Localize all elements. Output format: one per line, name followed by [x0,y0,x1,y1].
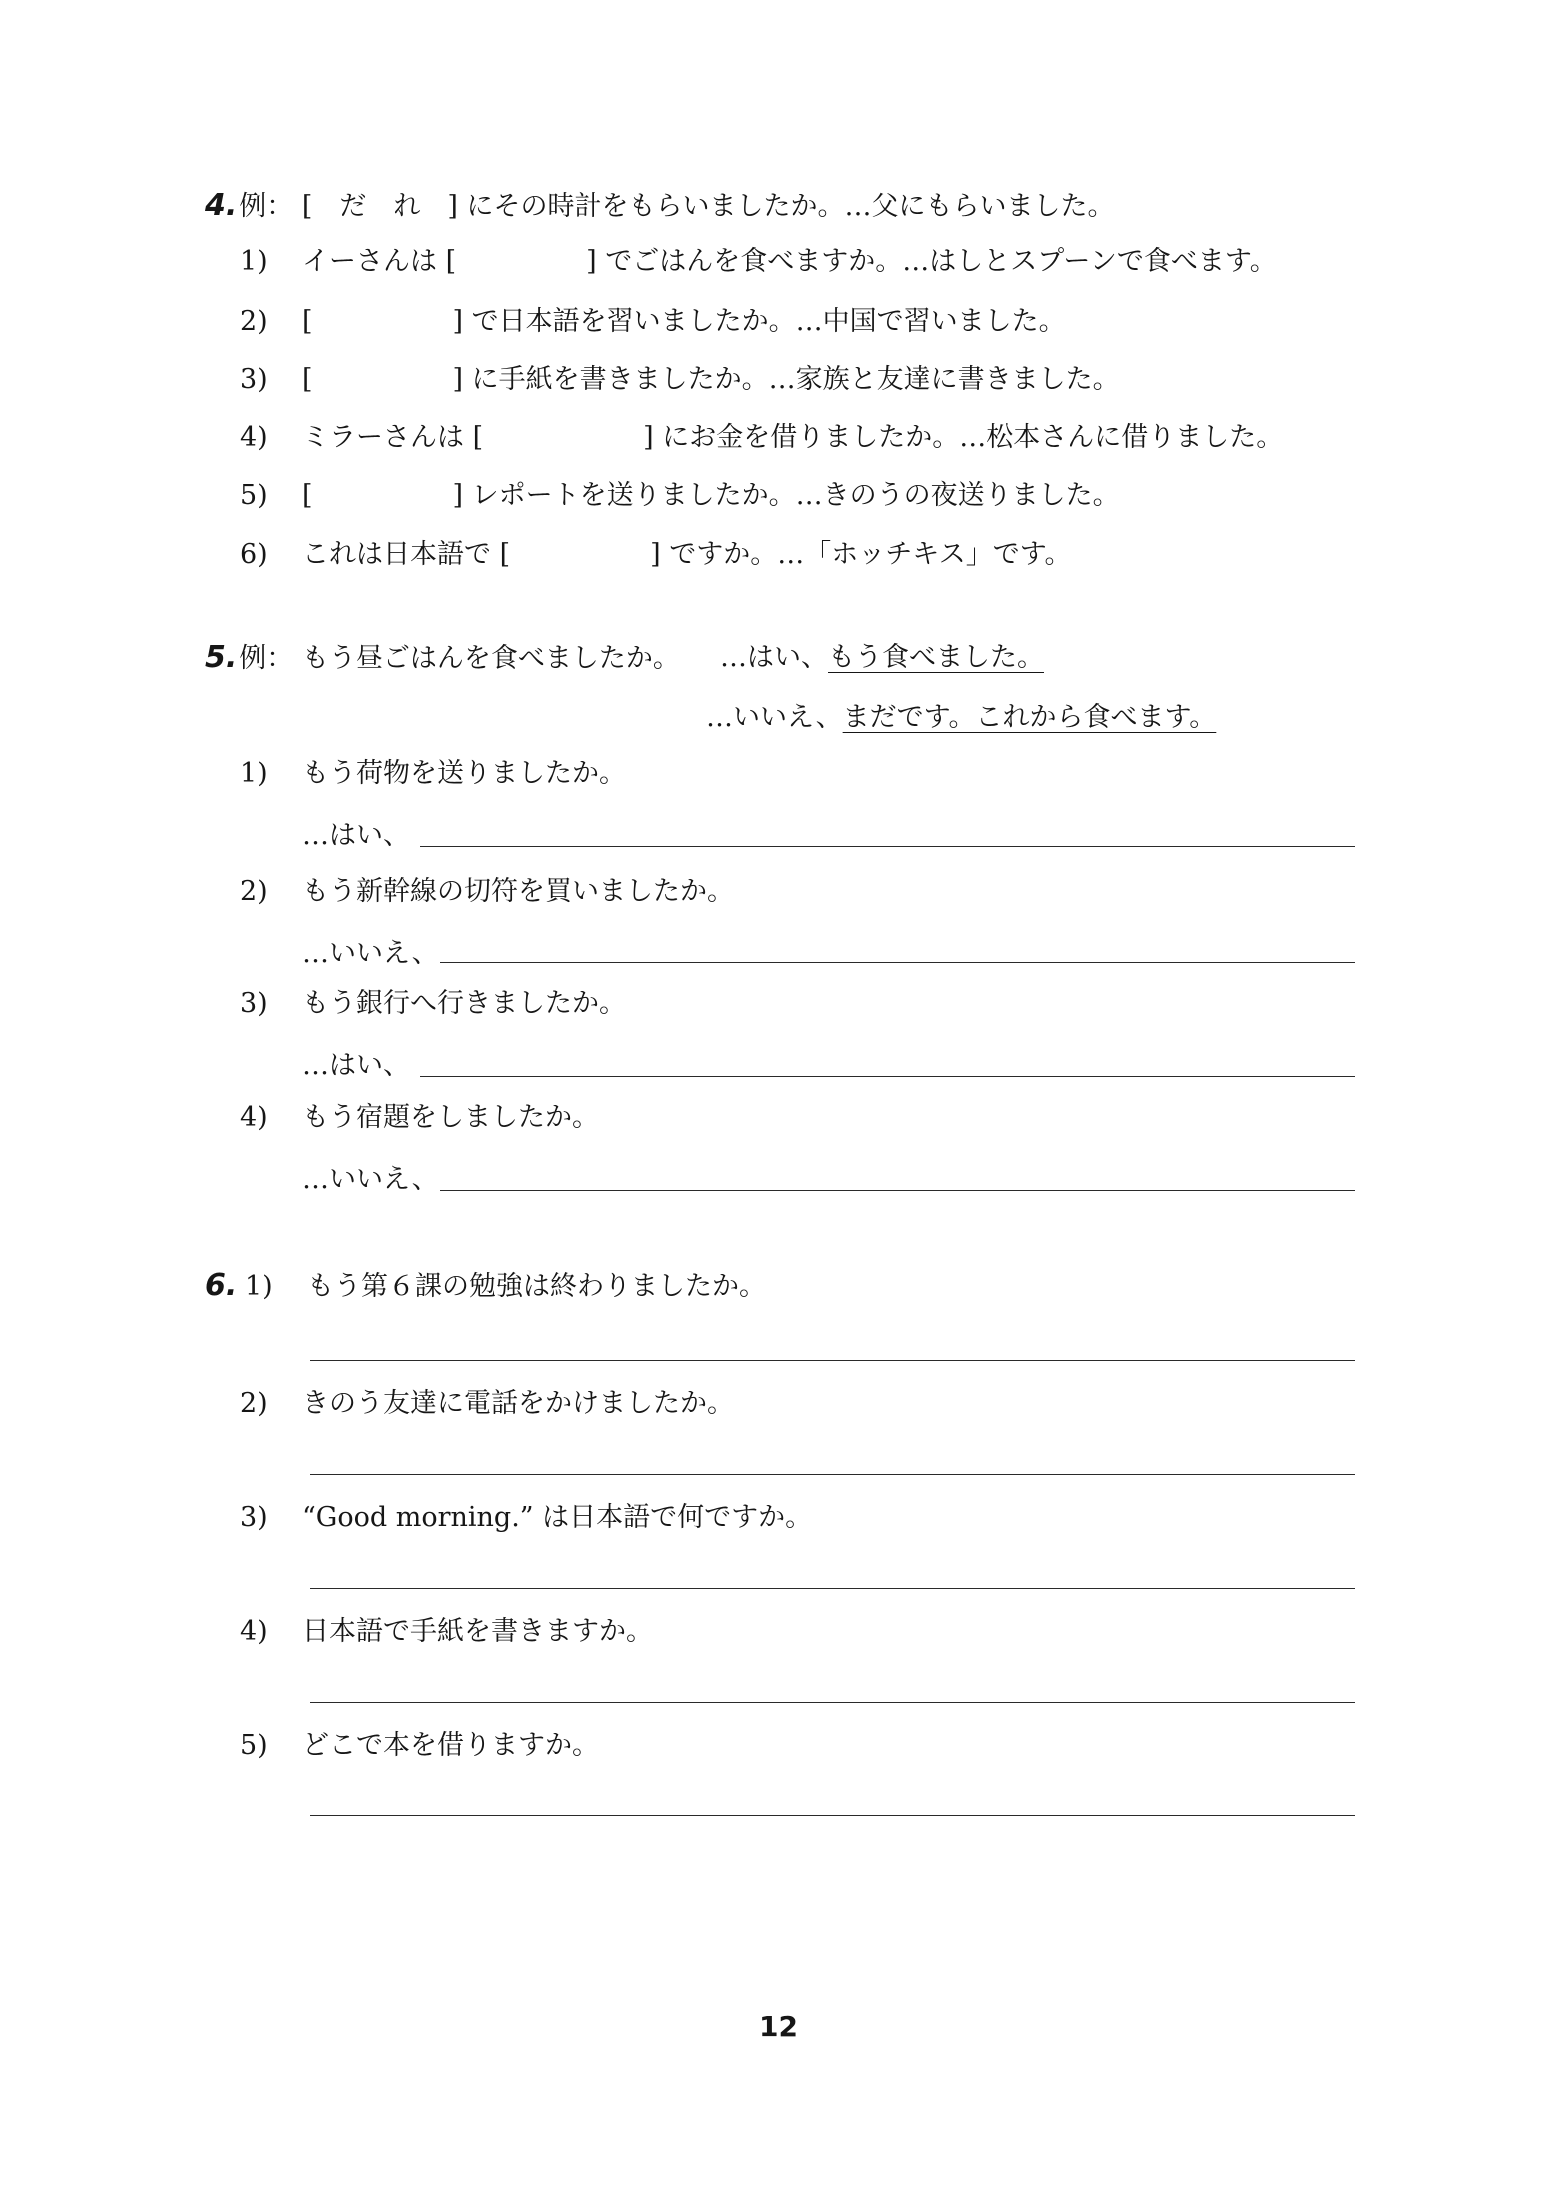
answer-line[interactable] [310,1360,1355,1361]
section5-example-yes: …はい、もう食べました。 [720,642,1044,673]
section5-example-no: …いいえ、まだです。これから食べます。 [706,702,1217,733]
section4-example-text: にその時計をもらいましたか。…父にもらいました。 [466,191,1115,222]
section5-example-yes-answer: もう食べました。 [828,642,1044,673]
page-number: 12 [759,2010,798,2043]
answer-line[interactable] [310,1815,1355,1816]
answer-line[interactable] [310,1588,1355,1589]
section5-example-no-answer: まだです。これから食べます。 [842,702,1217,733]
section4-number: 4. [205,188,238,223]
section5-example-label: 例： [239,643,294,674]
section5-item-3-prefix: …はい、 [302,1050,410,1081]
section4-item-5: 5) [ ] レポートを送りましたか。…きのうの夜送りました。 [240,480,1120,511]
section4-item-4: 4) ミラーさんは [ ] にお金を借りましたか。…松本さんに借りました。 [240,422,1284,453]
section6-item-1: 6. 1) もう第６課の勉強は終わりましたか。 [205,1268,766,1303]
section5-item-2-prefix: …いいえ、 [302,938,439,969]
answer-line[interactable] [420,846,1355,847]
section5-item-2: 2) もう新幹線の切符を買いましたか。 [240,876,734,907]
answer-line[interactable] [440,1190,1355,1191]
answer-line[interactable] [310,1474,1355,1475]
section6-item-2: 2) きのう友達に電話をかけましたか。 [240,1388,734,1419]
section5-item-1-prefix: …はい、 [302,820,410,851]
section4-item-2: 2) [ ] で日本語を習いましたか。…中国で習いました。 [240,306,1066,337]
answer-line[interactable] [310,1702,1355,1703]
section5-item-1: 1) もう荷物を送りましたか。 [240,758,626,789]
answer-line[interactable] [440,962,1355,963]
section5-item-4-prefix: …いいえ、 [302,1164,439,1195]
section4-item-1: 1) イーさんは [ ] でごはんを食べますか。…はしとスプーンで食べます。 [240,246,1277,277]
section4-example [205,188,1115,225]
section5-example [205,640,680,677]
section4-item-6: 6) これは日本語で [ ] ですか。…「ホッチキス」です。 [240,539,1072,570]
section6-item-5: 5) どこで本を借りますか。 [240,1730,599,1761]
section6-item-4: 4) 日本語で手紙を書きますか。 [240,1616,653,1647]
section5-example-question: もう昼ごはんを食べましたか。 [301,643,680,674]
section4-example-blank: [ だ れ ] [301,191,458,222]
section6-item-3: 3) “Good morning.” は日本語で何ですか。 [240,1502,813,1533]
section5-number: 5. [205,640,238,675]
section5-item-4: 4) もう宿題をしましたか。 [240,1102,599,1133]
answer-line[interactable] [420,1076,1355,1077]
section6-number: 6. [205,1268,238,1303]
section4-example-label: 例： [239,191,294,222]
section4-item-3: 3) [ ] に手紙を書きましたか。…家族と友達に書きました。 [240,364,1120,395]
section5-item-3: 3) もう銀行へ行きましたか。 [240,988,626,1019]
